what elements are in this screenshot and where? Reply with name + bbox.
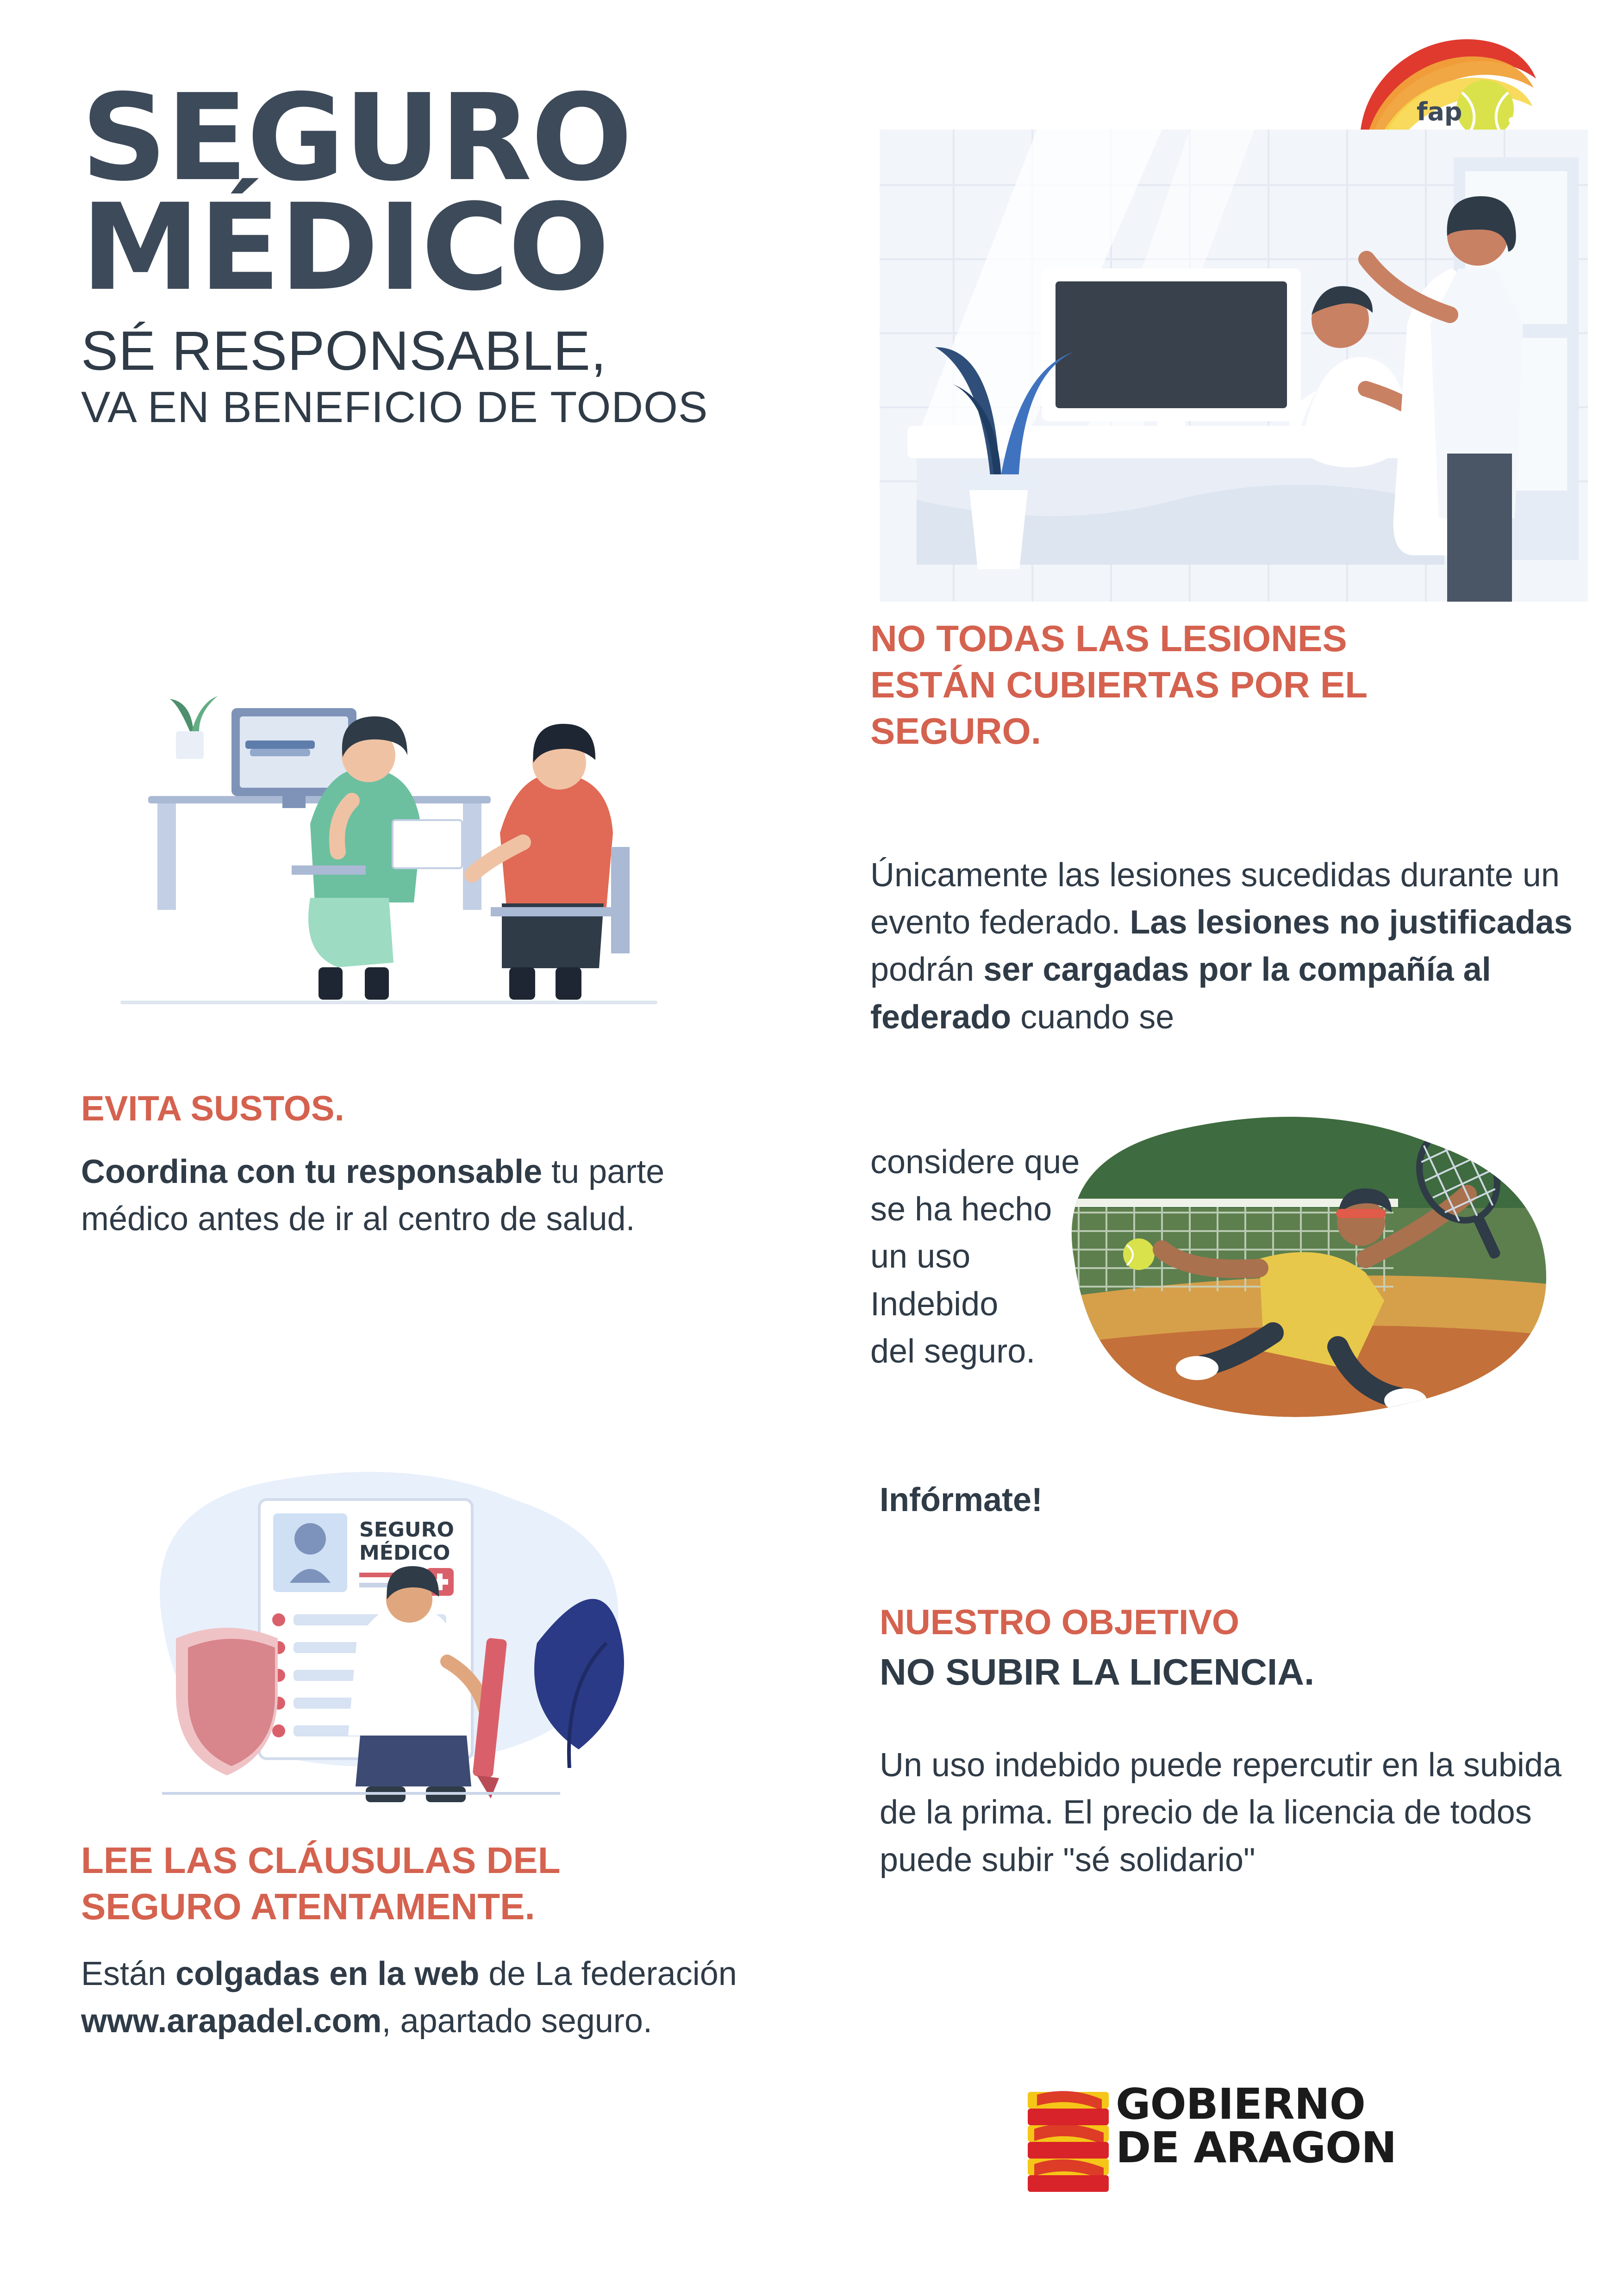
clinic-reception-illustration bbox=[838, 130, 1588, 666]
clausulas-body bbox=[81, 1950, 775, 2045]
insurance-document-illustration bbox=[106, 1444, 685, 1814]
wrap-line-4: Indebido bbox=[870, 1285, 999, 1323]
clausulas-heading-line-2: SEGURO ATENTAMENTE. bbox=[81, 1886, 535, 1927]
clausulas-body-part-3: , apartado seguro. bbox=[381, 2003, 652, 2040]
title-line-2: MÉDICO bbox=[81, 178, 609, 317]
clausulas-body-part-1: Están bbox=[81, 1955, 176, 1992]
web-link[interactable]: www.arapadel.com bbox=[81, 2003, 382, 2040]
evita-sustos-body-bold: Coordina con tu responsable bbox=[81, 1153, 543, 1191]
svg-text:MÉDICO: MÉDICO bbox=[359, 1541, 450, 1565]
wrap-line-3: un uso bbox=[870, 1238, 971, 1276]
svg-text:SEGURO: SEGURO bbox=[359, 1518, 454, 1542]
clausulas-heading-line-1: LEE LAS CLÁUSULAS DEL bbox=[81, 1840, 561, 1881]
government-of-aragon-logo bbox=[1023, 2078, 1542, 2217]
left-column bbox=[81, 68, 808, 432]
consultation-meeting-illustration bbox=[93, 648, 685, 1018]
wrap-line-5: del seguro. bbox=[870, 1332, 1036, 1370]
clausulas-heading bbox=[81, 1837, 775, 1930]
evita-sustos-block bbox=[81, 1088, 775, 1243]
svg-text:fap: fap bbox=[1417, 97, 1462, 126]
wrap-line-2: se ha hecho bbox=[870, 1191, 1052, 1228]
lesiones-wrapped-lines bbox=[870, 1139, 1130, 1375]
title-line-1: SEGURO bbox=[81, 68, 632, 207]
objetivo-body: Un uso indebido puede repercutir en la subida de la prima. El precio de la licencia de todos puede subir "sé solidario" bbox=[880, 1747, 1562, 1879]
evita-sustos-body-rest: tu parte médico antes de ir al centro de salud. bbox=[81, 1153, 665, 1238]
government-line-1: GOBIERNO bbox=[1116, 2079, 1365, 2129]
lesiones-body-block bbox=[870, 852, 1574, 1041]
objetivo-heading-red: NUESTRO OBJETIVO bbox=[880, 1603, 1239, 1642]
lesiones-heading-line-2: ESTÁN CUBIERTAS POR EL bbox=[870, 664, 1368, 705]
lesiones-heading-line-3: SEGURO. bbox=[870, 710, 1041, 752]
lesiones-heading-line-1: NO TODAS LAS LESIONES bbox=[870, 618, 1347, 659]
clausulas-body-bold-1: colgadas en la web bbox=[175, 1955, 480, 1992]
lesiones-body-bold-2: ser cargadas por la compañía al federado bbox=[870, 951, 1491, 1036]
objetivo-heading-dark: NO SUBIR LA LICENCIA. bbox=[880, 1651, 1315, 1693]
page-title bbox=[81, 68, 808, 317]
lesiones-heading-block bbox=[870, 616, 1565, 775]
objetivo-block bbox=[880, 1601, 1574, 1884]
clausulas-body-part-2: de La federación bbox=[479, 1955, 737, 1992]
lesiones-body-part-2: podrán bbox=[870, 951, 984, 989]
clausulas-block bbox=[81, 1837, 775, 2045]
government-logo-text bbox=[1116, 2079, 1397, 2172]
lesiones-heading bbox=[870, 616, 1565, 754]
wrap-line-1: considere que bbox=[870, 1144, 1080, 1181]
government-line-2: DE ARAGON bbox=[1116, 2122, 1397, 2172]
evita-sustos-body bbox=[81, 1148, 775, 1243]
informate-cta bbox=[880, 1476, 1296, 1524]
lesiones-body-bold-1: Las lesiones no justificadas bbox=[1130, 904, 1573, 941]
subtitle-line-1: SÉ RESPONSABLE, bbox=[81, 319, 607, 382]
lesiones-body bbox=[870, 852, 1574, 1041]
lesiones-body-part-3: cuando se bbox=[1011, 998, 1174, 1036]
evita-sustos-heading: EVITA SUSTOS. bbox=[81, 1089, 344, 1128]
subtitle-line-2: VA EN BENEFICIO DE TODOS bbox=[81, 382, 708, 432]
lesiones-body-part-1: Únicamente las lesiones sucedidas durante un evento federado. bbox=[870, 857, 1560, 941]
informate-label: Infórmate! bbox=[880, 1481, 1043, 1518]
